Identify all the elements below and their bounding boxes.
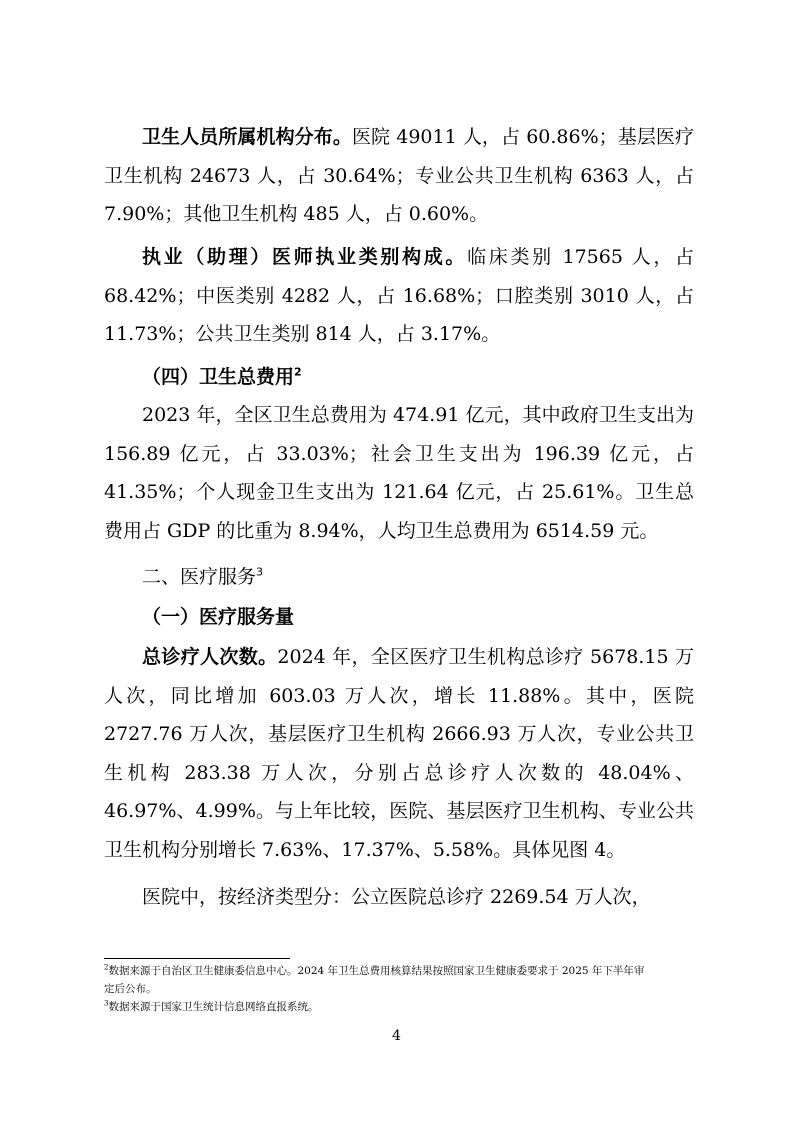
subsection-heading-service-volume: （一）医疗服务量	[142, 606, 295, 628]
paragraph-body: 2023 年，全区卫生总费用为 474.91 亿元，其中政府卫生支出为 156.89 亿元，占 33.03%；社会卫生支出为 196.39 亿元，占 41.35%；个人现金卫生支出为 121.64 亿元，占 25.61%。卫生总费用占 GDP 的比重为 8.94%，人均卫生总费用为 6514.59 元。	[104, 404, 694, 542]
page-number: 4	[392, 1028, 401, 1044]
paragraph-health-expenditure	[104, 396, 694, 550]
paragraph-hospital-visits	[104, 878, 694, 917]
footnote-3: $^3$数据来源于国家卫生统计信息网络直报系统。	[104, 999, 319, 1013]
paragraph-body: 2024 年，全区医疗卫生机构总诊疗 5678.15 万人次，同比增加 603.03 万人次，增长 11.88%。其中，医院 2727.76 万人次，基层医疗卫生机构 2666.93 万人次，专业公共卫生机构 283.38 万人次，分别占总诊疗人次数的 48.04%、46.97%、4.99%。与上年比较，医院、基层医疗卫生机构、专业公共卫生机构分别增长 7.63%、17.37%、5.58%。具体见图 4。	[104, 646, 694, 861]
section-heading-health-expenditure: （四）卫生总费用$^2$	[142, 365, 302, 388]
footnote-2: $^2$数据来源于自治区卫生健康委信息中心。2024 年卫生总费用核算结果按照国家卫生健康委要求于 2025 年下半年审	[104, 963, 645, 977]
footnote-ref: 2	[294, 365, 302, 379]
paragraph-staff-distribution	[104, 118, 694, 234]
paragraph-lead: 卫生人员所属机构分布。	[142, 126, 352, 148]
footnote-divider	[104, 958, 290, 959]
footnote-2-continued: 定后公布。	[104, 983, 157, 995]
footnote-ref: 3	[256, 565, 264, 579]
paragraph-lead: 总诊疗人次数。	[142, 646, 278, 668]
paragraph-physician-categories	[104, 238, 694, 354]
paragraph-body: 医院中，按经济类型分：公立医院总诊疗 2269.54 万人次，	[142, 886, 651, 908]
paragraph-lead: 执业（助理）医师执业类别构成。	[142, 246, 468, 268]
paragraph-body: 临床类别 17565 人，占 68.42%；中医类别 4282 人，占 16.68%；口腔类别 3010 人，占 11.73%；公共卫生类别 814 人，占 3.17%。	[104, 246, 694, 345]
paragraph-total-visits	[104, 638, 694, 869]
section-heading-medical-services: 二、医疗服务$^3$	[142, 565, 264, 588]
paragraph-body: 医院 49011 人，占 60.86%；基层医疗卫生机构 24673 人，占 30.64%；专业公共卫生机构 6363 人，占 7.90%；其他卫生机构 485 人，占 0.60%。	[104, 126, 694, 225]
